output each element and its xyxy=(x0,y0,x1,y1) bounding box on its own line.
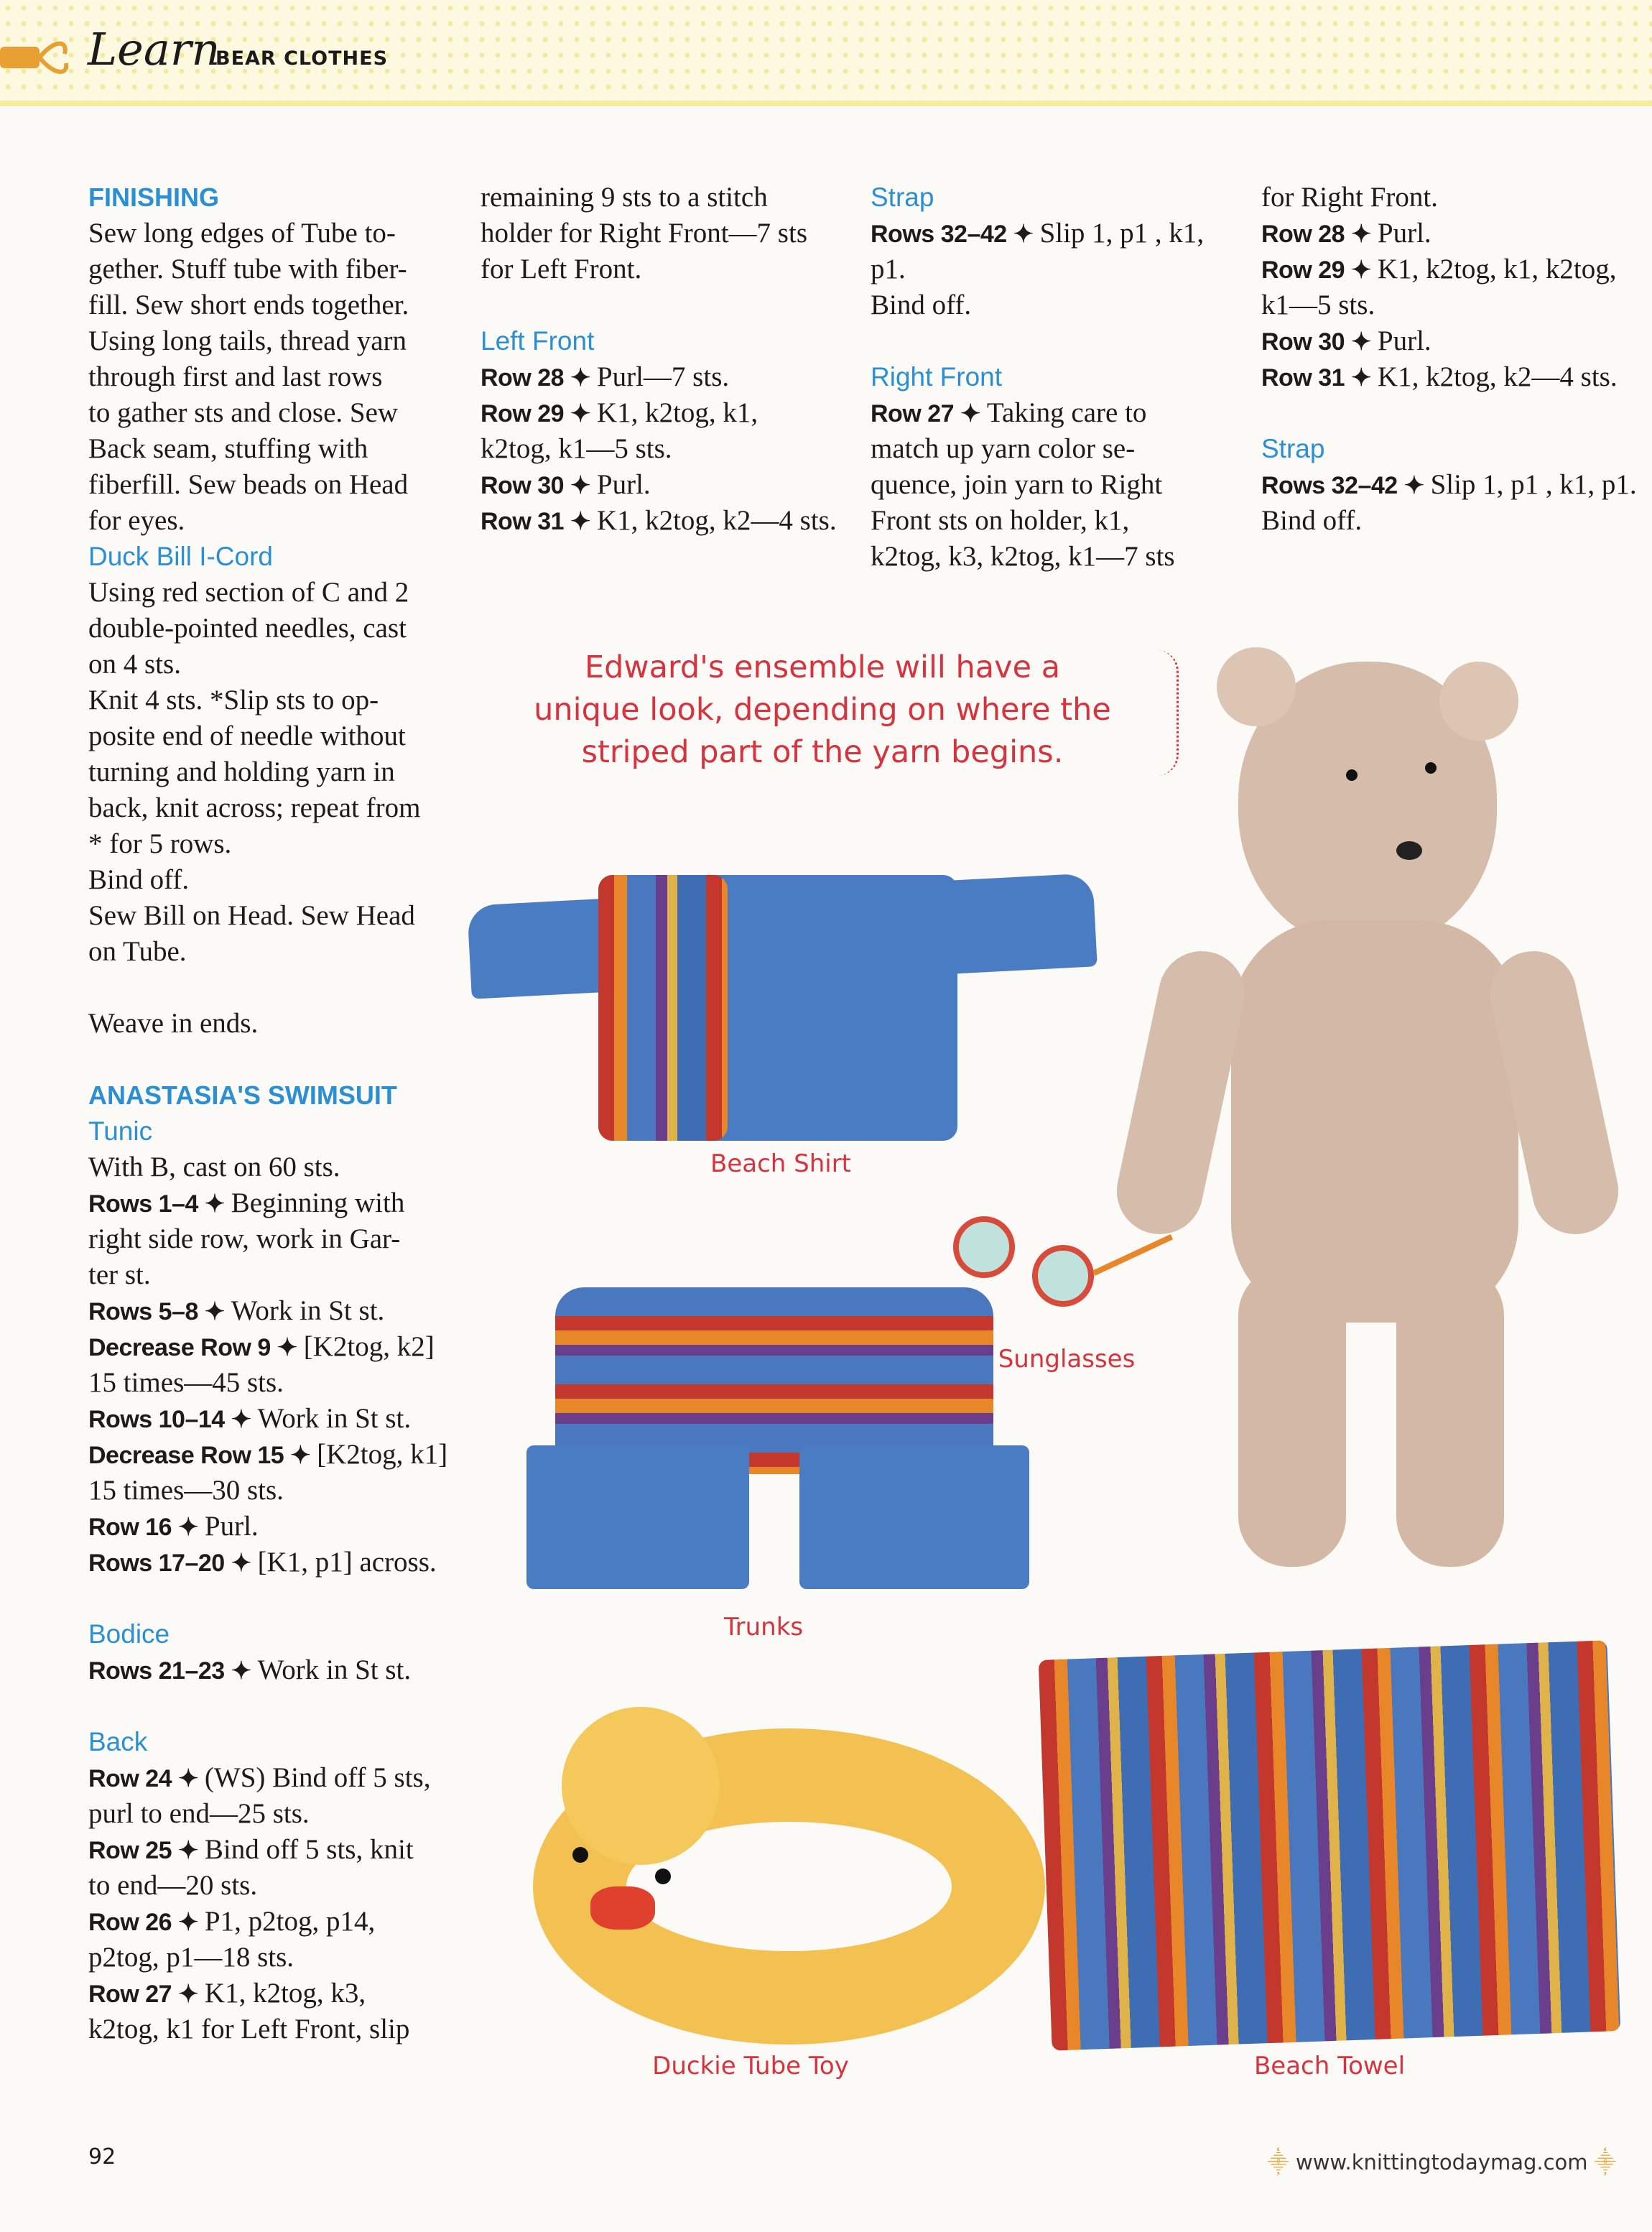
text-line xyxy=(1261,503,1635,539)
text-line xyxy=(88,1580,462,1616)
row-label: Rows 5–8 ✦ xyxy=(88,1298,231,1325)
text-line xyxy=(481,216,854,251)
text-line xyxy=(871,539,1244,575)
line-text: on 4 sts. xyxy=(88,649,181,680)
section-heading xyxy=(88,1724,462,1760)
text-line xyxy=(88,826,462,862)
text-line xyxy=(1261,287,1635,323)
text-line xyxy=(88,1293,462,1329)
line-text: Strap xyxy=(1261,434,1325,463)
text-line xyxy=(88,1365,462,1401)
line-text: Bind off. xyxy=(88,864,190,895)
line-text: Sew long edges of Tube to- xyxy=(88,218,396,249)
line-text: k2tog, k1 for Left Front, slip xyxy=(88,2014,410,2045)
line-text: Work in St st. xyxy=(257,1654,412,1685)
text-line xyxy=(88,1006,462,1042)
text-line xyxy=(88,1688,462,1724)
line-text: K1, k2tog, k3, xyxy=(204,1978,366,2009)
ornament-right-icon: ⸎ xyxy=(1587,2150,1616,2175)
text-line xyxy=(88,1760,462,1796)
text-column-1 xyxy=(88,180,462,2047)
line-text: Bind off. xyxy=(871,290,972,320)
text-line xyxy=(88,1221,462,1257)
text-line xyxy=(88,323,462,359)
row-label: Rows 32–42 ✦ xyxy=(871,221,1040,248)
text-column-2 xyxy=(481,180,854,539)
text-line xyxy=(871,323,1244,359)
line-text: Purl. xyxy=(596,469,651,500)
line-text: [K1, p1] across. xyxy=(257,1547,437,1578)
line-text: Using long tails, thread yarn xyxy=(88,325,407,356)
line-text: 15 times—45 sts. xyxy=(88,1367,284,1398)
text-line xyxy=(88,1509,462,1545)
row-label: Decrease Row 15 ✦ xyxy=(88,1442,317,1469)
text-line xyxy=(481,431,854,467)
line-text: FINISHING xyxy=(88,182,220,212)
text-line xyxy=(481,503,854,539)
row-label: Row 24 ✦ xyxy=(88,1765,205,1792)
row-label: Row 26 ✦ xyxy=(88,1909,205,1936)
text-line xyxy=(88,431,462,467)
pull-quote xyxy=(460,647,1185,774)
text-line xyxy=(88,682,462,718)
line-text: double-pointed needles, cast xyxy=(88,613,407,644)
text-line xyxy=(1261,216,1635,251)
line-text: [K2tog, k1] xyxy=(317,1439,448,1470)
line-text: remaining 9 sts to a stitch xyxy=(481,182,768,213)
text-line xyxy=(871,251,1244,287)
line-text: back, knit across; repeat from xyxy=(88,792,421,823)
footer-url xyxy=(1268,2148,1616,2176)
line-text: p2tog, p1—18 sts. xyxy=(88,1942,294,1973)
text-line xyxy=(88,575,462,611)
text-line xyxy=(88,611,462,647)
section-heading xyxy=(88,539,462,575)
text-column-3 xyxy=(871,180,1244,575)
line-text: for eyes. xyxy=(88,505,185,536)
website-link[interactable]: www.knittingtodaymag.com xyxy=(1295,2150,1588,2175)
row-label: Row 30 ✦ xyxy=(1261,328,1378,356)
line-text: turning and holding yarn in xyxy=(88,756,395,787)
line-text: Purl. xyxy=(1377,218,1431,249)
text-line xyxy=(88,1976,462,2011)
text-line xyxy=(88,251,462,287)
line-text: purl to end—25 sts. xyxy=(88,1798,310,1829)
line-text: Purl. xyxy=(204,1511,259,1542)
row-label: Row 28 ✦ xyxy=(481,364,597,392)
row-label: Row 16 ✦ xyxy=(88,1514,205,1541)
row-label: Row 30 ✦ xyxy=(481,472,597,499)
caption-trunks: Trunks xyxy=(723,1613,804,1641)
row-label: Row 27 ✦ xyxy=(871,400,987,427)
duckie-tube-photo xyxy=(533,1685,1045,2055)
line-text: Beginning with xyxy=(231,1187,405,1218)
text-line xyxy=(1261,359,1635,395)
line-text: k2tog, k3, k2tog, k1—7 sts xyxy=(871,541,1175,572)
section-heading xyxy=(88,1078,462,1113)
section-heading xyxy=(481,323,854,359)
caption-beach-shirt: Beach Shirt xyxy=(710,1149,852,1178)
line-text: Purl. xyxy=(1377,325,1431,356)
text-line xyxy=(88,970,462,1006)
text-line xyxy=(88,1329,462,1365)
line-text: Sew Bill on Head. Sew Head xyxy=(88,900,415,931)
text-line xyxy=(1261,323,1635,359)
text-line xyxy=(88,359,462,395)
line-text: Taking care to xyxy=(986,397,1147,428)
section-heading xyxy=(871,359,1244,395)
header-kicker: Learn xyxy=(88,23,221,75)
line-text: Back xyxy=(88,1727,148,1756)
text-line xyxy=(88,718,462,754)
text-line xyxy=(871,503,1244,539)
line-text: K1, k2tog, k1, xyxy=(596,397,758,428)
row-label: Rows 1–4 ✦ xyxy=(88,1190,231,1218)
line-text: Back seam, stuffing with xyxy=(88,433,368,464)
text-line xyxy=(88,1473,462,1509)
line-text: on Tube. xyxy=(88,936,187,967)
beach-shirt-photo xyxy=(469,861,1095,1148)
caption-duckie-tube-toy: Duckie Tube Toy xyxy=(652,2052,849,2080)
line-text: Tunic xyxy=(88,1116,153,1146)
line-text: gether. Stuff tube with fiber- xyxy=(88,254,407,284)
text-line xyxy=(88,1042,462,1078)
line-text: fill. Sew short ends together. xyxy=(88,290,409,320)
line-text: Work in St st. xyxy=(231,1295,385,1326)
text-line xyxy=(88,1940,462,1976)
line-text: K1, k2tog, k2—4 sts. xyxy=(596,505,837,536)
text-line xyxy=(88,1401,462,1437)
line-text: Duck Bill I-Cord xyxy=(88,542,273,571)
text-line xyxy=(871,431,1244,467)
text-line xyxy=(88,862,462,898)
line-text: Using red section of C and 2 xyxy=(88,577,409,608)
line-text: Front sts on holder, k1, xyxy=(871,505,1130,536)
text-line xyxy=(481,395,854,431)
line-text: K1, k2tog, k2—4 sts. xyxy=(1377,361,1618,392)
section-heading xyxy=(871,180,1244,216)
caption-beach-towel: Beach Towel xyxy=(1253,2052,1406,2080)
text-line xyxy=(481,287,854,323)
text-line xyxy=(88,395,462,431)
text-line xyxy=(1261,251,1635,287)
row-label: Row 31 ✦ xyxy=(481,508,597,535)
pull-quote-line: striped part of the yarn begins. xyxy=(581,734,1064,770)
row-label: Decrease Row 9 ✦ xyxy=(88,1334,304,1361)
text-line xyxy=(88,898,462,934)
line-text: Strap xyxy=(871,182,934,212)
text-line xyxy=(1261,180,1635,216)
text-line xyxy=(88,1796,462,1832)
text-line xyxy=(88,1257,462,1293)
line-text: Work in St st. xyxy=(257,1403,412,1434)
text-line xyxy=(88,1868,462,1904)
page-number: 92 xyxy=(88,2144,116,2170)
text-line xyxy=(481,359,854,395)
text-line xyxy=(88,934,462,970)
section-title: BEAR CLOTHES xyxy=(215,47,389,70)
line-text: K1, k2tog, k1, k2tog, xyxy=(1377,254,1617,284)
line-text: posite end of needle without xyxy=(88,721,406,751)
line-text: 15 times—30 sts. xyxy=(88,1475,284,1506)
line-text: p1. xyxy=(871,254,906,284)
line-text: to gather sts and close. Sew xyxy=(88,397,399,428)
line-text: k2tog, k1—5 sts. xyxy=(481,433,672,464)
pull-quote-line: unique look, depending on where the xyxy=(534,692,1111,728)
text-line xyxy=(88,1832,462,1868)
line-text: Bind off 5 sts, knit xyxy=(204,1834,414,1865)
row-label: Row 31 ✦ xyxy=(1261,364,1378,392)
line-text: for Left Front. xyxy=(481,254,642,284)
pull-quote-line: Edward's ensemble will have a xyxy=(584,649,1061,685)
line-text: right side row, work in Gar- xyxy=(88,1223,401,1254)
row-label: Rows 17–20 ✦ xyxy=(88,1550,258,1577)
text-line xyxy=(481,180,854,216)
text-line xyxy=(88,1185,462,1221)
row-label: Row 25 ✦ xyxy=(88,1837,205,1864)
section-heading xyxy=(88,180,462,216)
row-label: Rows 21–23 ✦ xyxy=(88,1657,258,1685)
caption-sunglasses: Sunglasses xyxy=(998,1345,1136,1374)
row-label: Rows 32–42 ✦ xyxy=(1261,472,1431,499)
line-text: Bind off. xyxy=(1261,505,1363,536)
line-text: P1, p2tog, p14, xyxy=(204,1906,376,1937)
text-line xyxy=(88,647,462,682)
line-text: match up yarn color se- xyxy=(871,433,1136,464)
line-text: Slip 1, p1 , k1, p1. xyxy=(1430,469,1637,500)
line-text: holder for Right Front—7 sts xyxy=(481,218,807,249)
text-line xyxy=(88,790,462,826)
line-text: quence, join yarn to Right xyxy=(871,469,1163,500)
trunks-photo xyxy=(512,1287,1038,1601)
row-label: Row 29 ✦ xyxy=(1261,256,1378,284)
teddy-bear-photo xyxy=(1109,633,1628,1579)
line-text: k1—5 sts. xyxy=(1261,290,1375,320)
text-line xyxy=(88,2011,462,2047)
line-text: Knit 4 sts. *Slip sts to op- xyxy=(88,685,379,716)
text-line xyxy=(871,216,1244,251)
section-heading xyxy=(1261,431,1635,467)
line-text: ter st. xyxy=(88,1259,151,1290)
line-text: Left Front xyxy=(481,326,595,356)
yarn-skein-logo-icon xyxy=(0,36,79,79)
line-text: (WS) Bind off 5 sts, xyxy=(204,1762,431,1793)
line-text: ANASTASIA'S SWIMSUIT xyxy=(88,1080,397,1110)
line-text: Weave in ends. xyxy=(88,1008,259,1039)
line-text: * for 5 rows. xyxy=(88,828,232,859)
text-line xyxy=(88,1652,462,1688)
row-label: Rows 10–14 ✦ xyxy=(88,1406,258,1433)
text-column-4 xyxy=(1261,180,1635,539)
header-band xyxy=(0,0,1652,106)
text-line xyxy=(88,216,462,251)
text-line xyxy=(481,467,854,503)
text-line xyxy=(871,467,1244,503)
line-text: Right Front xyxy=(871,362,1003,392)
text-line xyxy=(871,395,1244,431)
text-line xyxy=(871,287,1244,323)
text-line xyxy=(88,1904,462,1940)
text-line xyxy=(88,1545,462,1580)
text-line xyxy=(88,754,462,790)
row-label: Row 29 ✦ xyxy=(481,400,597,427)
section-heading xyxy=(88,1616,462,1652)
text-line xyxy=(88,1149,462,1185)
line-text: With B, cast on 60 sts. xyxy=(88,1152,340,1182)
text-line xyxy=(88,287,462,323)
text-line xyxy=(481,251,854,287)
line-text: [K2tog, k2] xyxy=(303,1331,435,1362)
line-text: for Right Front. xyxy=(1261,182,1438,213)
row-label: Row 27 ✦ xyxy=(88,1981,205,2008)
line-text: to end—20 sts. xyxy=(88,1870,258,1901)
ornament-left-icon: ⸎ xyxy=(1267,2150,1296,2175)
text-line xyxy=(88,503,462,539)
beach-towel-photo xyxy=(1039,1640,1621,2050)
line-text: Bodice xyxy=(88,1619,170,1649)
line-text: through first and last rows xyxy=(88,361,383,392)
text-line xyxy=(88,1437,462,1473)
section-heading xyxy=(88,1113,462,1149)
line-text: Slip 1, p1 , k1, xyxy=(1039,218,1205,249)
text-line xyxy=(1261,395,1635,431)
text-line xyxy=(88,467,462,503)
row-label: Row 28 ✦ xyxy=(1261,221,1378,248)
line-text: fiberfill. Sew beads on Head xyxy=(88,469,409,500)
text-line xyxy=(1261,467,1635,503)
line-text: Purl—7 sts. xyxy=(596,361,730,392)
